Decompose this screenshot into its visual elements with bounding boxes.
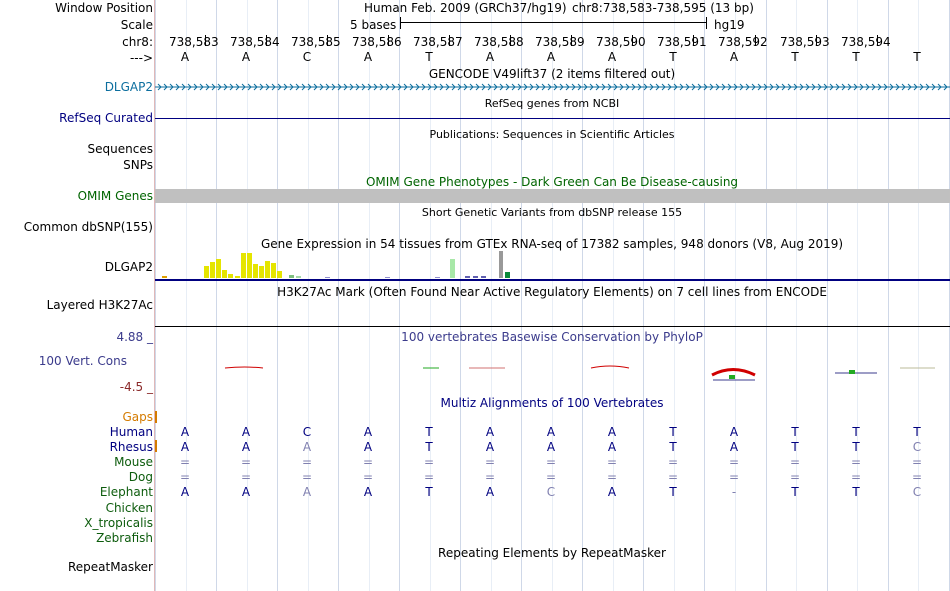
alignment-base: = (606, 470, 618, 484)
alignment-base: A (607, 485, 617, 499)
base-letter: T (852, 50, 860, 64)
rmsk-track-title: Repeating Elements by RepeatMasker (438, 546, 666, 560)
ruler-position: 738,586 (352, 35, 402, 49)
alignment-base: = (545, 455, 557, 469)
repeatmasker-track-label[interactable]: RepeatMasker (67, 560, 153, 574)
alignment-base: A (363, 425, 373, 439)
species-label[interactable]: Zebrafish (96, 531, 153, 545)
base-letter: A (546, 50, 556, 64)
alignment-base: C (546, 485, 556, 499)
gtex-track-title: Gene Expression in 54 tissues from GTEx RNA-seq of 17382 samples, 948 donors (V8, Aug 2019) (260, 237, 844, 251)
alignment-base: A (180, 485, 190, 499)
alignment-base: = (606, 455, 618, 469)
ruler-position: 738,592 (718, 35, 768, 49)
alignment-base: A (363, 440, 373, 454)
alignment-base: T (852, 485, 860, 499)
publications-track-title: Publications: Sequences in Scientific Articles (429, 128, 675, 141)
position-range: chr8:738,583-738,595 (13 bp) (572, 1, 754, 15)
dlgap2-gene-feature[interactable] (155, 82, 950, 92)
species-label[interactable]: Elephant (99, 485, 153, 499)
window-position-label: Window Position (55, 1, 153, 15)
base-letter: T (791, 50, 799, 64)
alignment-base: = (789, 455, 801, 469)
h3k27ac-baseline (155, 326, 950, 327)
ruler-position: 738,594 (841, 35, 891, 49)
refseq-track-title: RefSeq genes from NCBI (484, 97, 620, 110)
alignment-base: T (669, 485, 677, 499)
alignment-base: C (302, 425, 312, 439)
alignment-base: T (425, 425, 433, 439)
base-letter: A (241, 50, 251, 64)
phylop-min-label: -4.5 _ (119, 380, 153, 394)
alignment-base: = (667, 455, 679, 469)
base-letter: T (913, 50, 921, 64)
scale-bar (400, 22, 707, 23)
alignment-base: A (180, 440, 190, 454)
alignment-base: C (912, 440, 922, 454)
alignment-base: = (911, 470, 923, 484)
alignment-base: = (362, 470, 374, 484)
gaps-marker (155, 411, 157, 423)
omim-track-label[interactable]: OMIM Genes (77, 189, 153, 203)
alignment-base: = (850, 455, 862, 469)
refseq-gene-line[interactable] (155, 118, 950, 119)
alignment-base: T (669, 425, 677, 439)
alignment-base: = (789, 470, 801, 484)
ruler-position: 738,589 (535, 35, 585, 49)
ruler-position: 738,591 (657, 35, 707, 49)
alignment-base: = (911, 455, 923, 469)
h3k27ac-track-title: H3K27Ac Mark (Often Found Near Active Regulatory Elements) on 7 cell lines from ENCODE (277, 285, 827, 299)
alignment-base: = (240, 455, 252, 469)
alignment-base: T (852, 440, 860, 454)
ruler-position: 738,590 (596, 35, 646, 49)
alignment-base: A (485, 440, 495, 454)
gaps-label[interactable]: Gaps (122, 410, 153, 424)
dbsnp-track-label[interactable]: Common dbSNP(155) (23, 220, 153, 234)
alignment-base: = (362, 455, 374, 469)
assembly-title: Human Feb. 2009 (GRCh37/hg19) (364, 1, 567, 15)
alignment-base: = (484, 470, 496, 484)
alignment-base: A (729, 440, 739, 454)
alignment-base: T (913, 425, 921, 439)
species-label[interactable]: Chicken (105, 501, 153, 515)
ruler-position: 738,584 (230, 35, 280, 49)
alignment-base: A (485, 485, 495, 499)
omim-track-title: OMIM Gene Phenotypes - Dark Green Can Be Disease-causing (365, 175, 739, 189)
alignment-base: A (241, 485, 251, 499)
scale-db: hg19 (714, 18, 745, 32)
dbsnp-track-title: Short Genetic Variants from dbSNP release 155 (421, 206, 683, 219)
base-letter: A (485, 50, 495, 64)
base-letter: T (425, 50, 433, 64)
alignment-base: A (546, 440, 556, 454)
phylop-signal[interactable] (155, 340, 950, 390)
ruler-position: 738,583 (169, 35, 219, 49)
species-label[interactable]: Human (109, 425, 153, 439)
multiz-track-title: Multiz Alignments of 100 Vertebrates (440, 396, 664, 410)
gencode-track-label[interactable]: DLGAP2 (104, 80, 153, 94)
h3k27ac-track-label[interactable]: Layered H3K27Ac (46, 298, 153, 312)
base-letter: A (363, 50, 373, 64)
alignment-base: A (241, 425, 251, 439)
chr-label: chr8: (122, 35, 153, 49)
species-label[interactable]: Mouse (114, 455, 153, 469)
alignment-base: T (669, 440, 677, 454)
alignment-base: A (241, 440, 251, 454)
alignment-base: = (179, 455, 191, 469)
ruler-position: 738,587 (413, 35, 463, 49)
snps-label[interactable]: SNPs (123, 158, 153, 172)
alignment-base: A (363, 485, 373, 499)
alignment-base: = (728, 470, 740, 484)
refseq-track-label[interactable]: RefSeq Curated (59, 111, 153, 125)
base-letter: C (302, 50, 312, 64)
alignment-base: = (484, 455, 496, 469)
alignment-base: A (302, 485, 312, 499)
strand-label[interactable]: ---> (129, 51, 153, 65)
base-letter: A (729, 50, 739, 64)
alignment-base: T (791, 440, 799, 454)
alignment-base: T (852, 425, 860, 439)
species-label[interactable]: X_tropicalis (84, 516, 153, 530)
scale-text: 5 bases (350, 18, 397, 32)
omim-gene-bar[interactable] (155, 189, 950, 203)
alignment-base: A (607, 440, 617, 454)
base-letter: A (180, 50, 190, 64)
alignment-base: A (729, 425, 739, 439)
alignment-base: A (607, 425, 617, 439)
rhesus-gap-marker (155, 440, 157, 452)
alignment-base: = (423, 455, 435, 469)
alignment-base: = (728, 455, 740, 469)
alignment-base: A (180, 425, 190, 439)
gencode-track-title: GENCODE V49lift37 (2 items filtered out) (428, 67, 676, 81)
species-label[interactable]: Rhesus (109, 440, 153, 454)
ruler-position: 738,585 (291, 35, 341, 49)
ruler-position: 738,588 (474, 35, 524, 49)
alignment-base: A (546, 425, 556, 439)
alignment-base: T (791, 485, 799, 499)
alignment-base: T (425, 440, 433, 454)
alignment-base: A (302, 440, 312, 454)
alignment-base: = (667, 470, 679, 484)
scale-bar-left-tick (400, 17, 401, 29)
scale-bar-right-tick (706, 17, 707, 29)
alignment-base: = (545, 470, 557, 484)
alignment-base: = (179, 470, 191, 484)
base-letter: T (669, 50, 677, 64)
phylop-max-label: 4.88 _ (116, 330, 153, 344)
phylop-track-title: 100 vertebrates Basewise Conservation by PhyloP (401, 330, 703, 344)
alignment-base: A (485, 425, 495, 439)
gtex-expression-bars[interactable] (155, 250, 950, 282)
gtex-track-label[interactable]: DLGAP2 (104, 260, 153, 274)
alignment-base: - (731, 485, 737, 499)
sequences-label[interactable]: Sequences (87, 142, 153, 156)
alignment-base: = (423, 470, 435, 484)
base-letter: A (607, 50, 617, 64)
alignment-base: = (850, 470, 862, 484)
alignment-base: T (425, 485, 433, 499)
alignment-base: T (791, 425, 799, 439)
alignment-base: = (301, 470, 313, 484)
alignment-base: C (912, 485, 922, 499)
alignment-base: = (301, 455, 313, 469)
species-label[interactable]: Dog (128, 470, 153, 484)
alignment-base: = (240, 470, 252, 484)
scale-label: Scale (120, 18, 153, 32)
vert-cons-label[interactable]: 100 Vert. Cons (38, 354, 127, 368)
ruler-position: 738,593 (780, 35, 830, 49)
